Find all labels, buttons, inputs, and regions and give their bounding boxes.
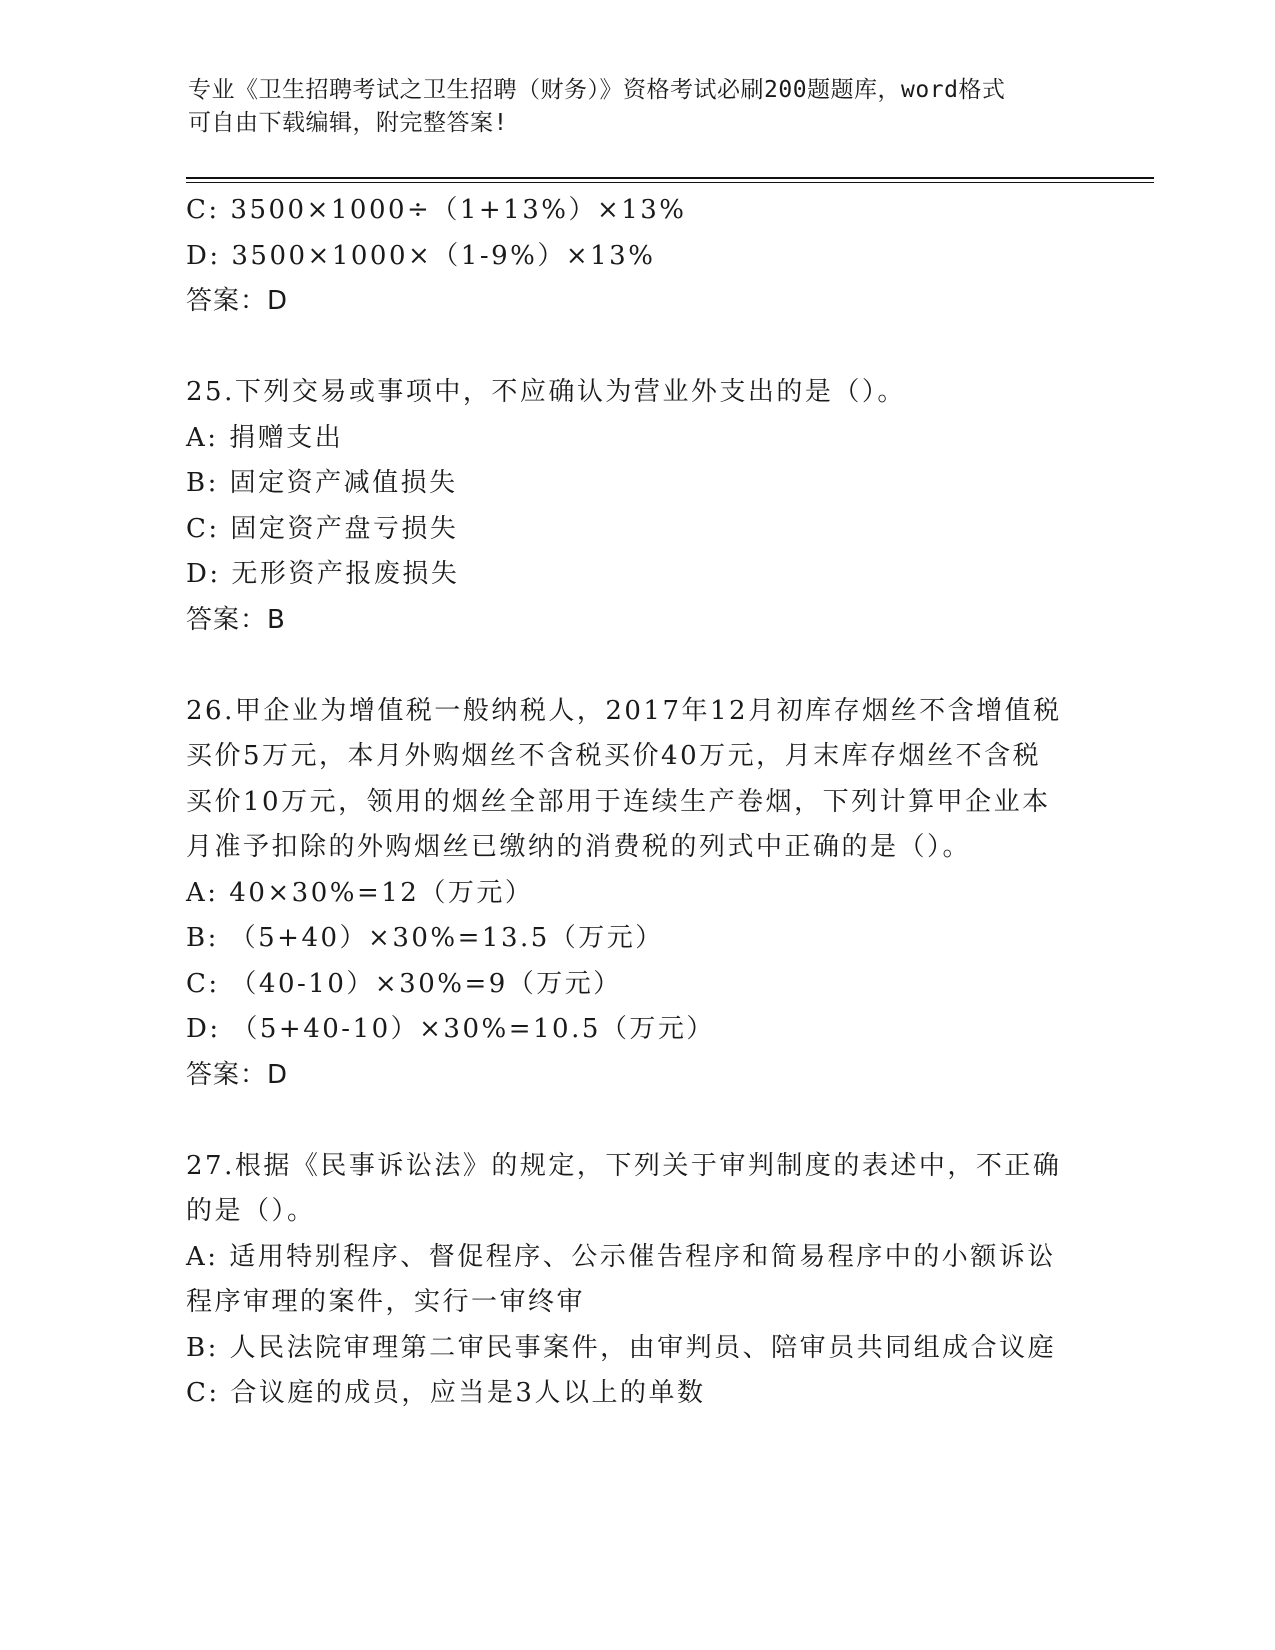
option-c: C: 合议庭的成员，应当是3人以上的单数 xyxy=(186,1378,706,1408)
answer: 答案：B xyxy=(186,604,286,635)
option-a-line-2: 程序审理的案件，实行一审终审 xyxy=(186,1287,586,1317)
answer: 答案：D xyxy=(186,1059,289,1090)
option-c: C: 3500×1000÷（1+13%）×13% xyxy=(186,195,687,225)
question-list xyxy=(186,188,1086,1417)
header-line-2: 可自由下载编辑，附完整答案! xyxy=(188,110,508,136)
spacer xyxy=(186,325,1086,371)
option-b: B: （5+40）×30%=13.5（万元） xyxy=(186,923,664,953)
option-a: A: 捐赠支出 xyxy=(186,422,344,453)
answer: 答案：D xyxy=(186,286,289,316)
header-divider-thick xyxy=(186,177,1154,179)
document-header xyxy=(188,74,1068,140)
option-d: D: 无形资产报废损失 xyxy=(186,559,460,589)
option-d: D: 3500×1000×（1-9%）×13% xyxy=(186,240,656,271)
question-27 xyxy=(186,1144,1086,1417)
question-stem: 25.下列交易或事项中，不应确认为营业外支出的是（）。 xyxy=(186,377,906,407)
question-25 xyxy=(186,370,1086,643)
question-stem-line-3: 买价10万元，领用的烟丝全部用于连续生产卷烟，下列计算甲企业本 xyxy=(186,786,1051,817)
question-stem-line-1: 26.甲企业为增值税一般纳税人，2017年12月初库存烟丝不含增值税 xyxy=(186,695,1062,726)
header-divider-thin xyxy=(186,182,1154,183)
question-stem-line-1: 27.根据《民事诉讼法》的规定，下列关于审判制度的表述中，不正确 xyxy=(186,1150,1062,1181)
spacer xyxy=(186,1098,1086,1144)
option-c: C: 固定资产盘亏损失 xyxy=(186,513,459,544)
question-stem-line-4: 月准予扣除的外购烟丝已缴纳的消费税的列式中正确的是（）。 xyxy=(186,832,972,862)
option-a-line-1: A: 适用特别程序、督促程序、公示催告程序和简易程序中的小额诉讼 xyxy=(186,1241,1056,1272)
question-24-tail xyxy=(186,188,1086,325)
question-26 xyxy=(186,689,1086,1099)
option-b: B: 固定资产减值损失 xyxy=(186,468,458,498)
header-line-1: 专业《卫生招聘考试之卫生招聘（财务）》资格考试必刷200题题库，word格式 xyxy=(188,77,1006,103)
question-stem-line-2: 买价5万元，本月外购烟丝不含税买价40万元，月末库存烟丝不含税 xyxy=(186,741,1042,771)
question-stem-line-2: 的是（）。 xyxy=(186,1196,316,1226)
option-c: C: （40-10）×30%=9（万元） xyxy=(186,968,622,999)
spacer xyxy=(186,643,1086,689)
option-a: A: 40×30%=12（万元） xyxy=(186,877,534,908)
option-d: D: （5+40-10）×30%=10.5（万元） xyxy=(186,1014,715,1044)
option-b: B: 人民法院审理第二审民事案件，由审判员、陪审员共同组成合议庭 xyxy=(186,1332,1057,1363)
